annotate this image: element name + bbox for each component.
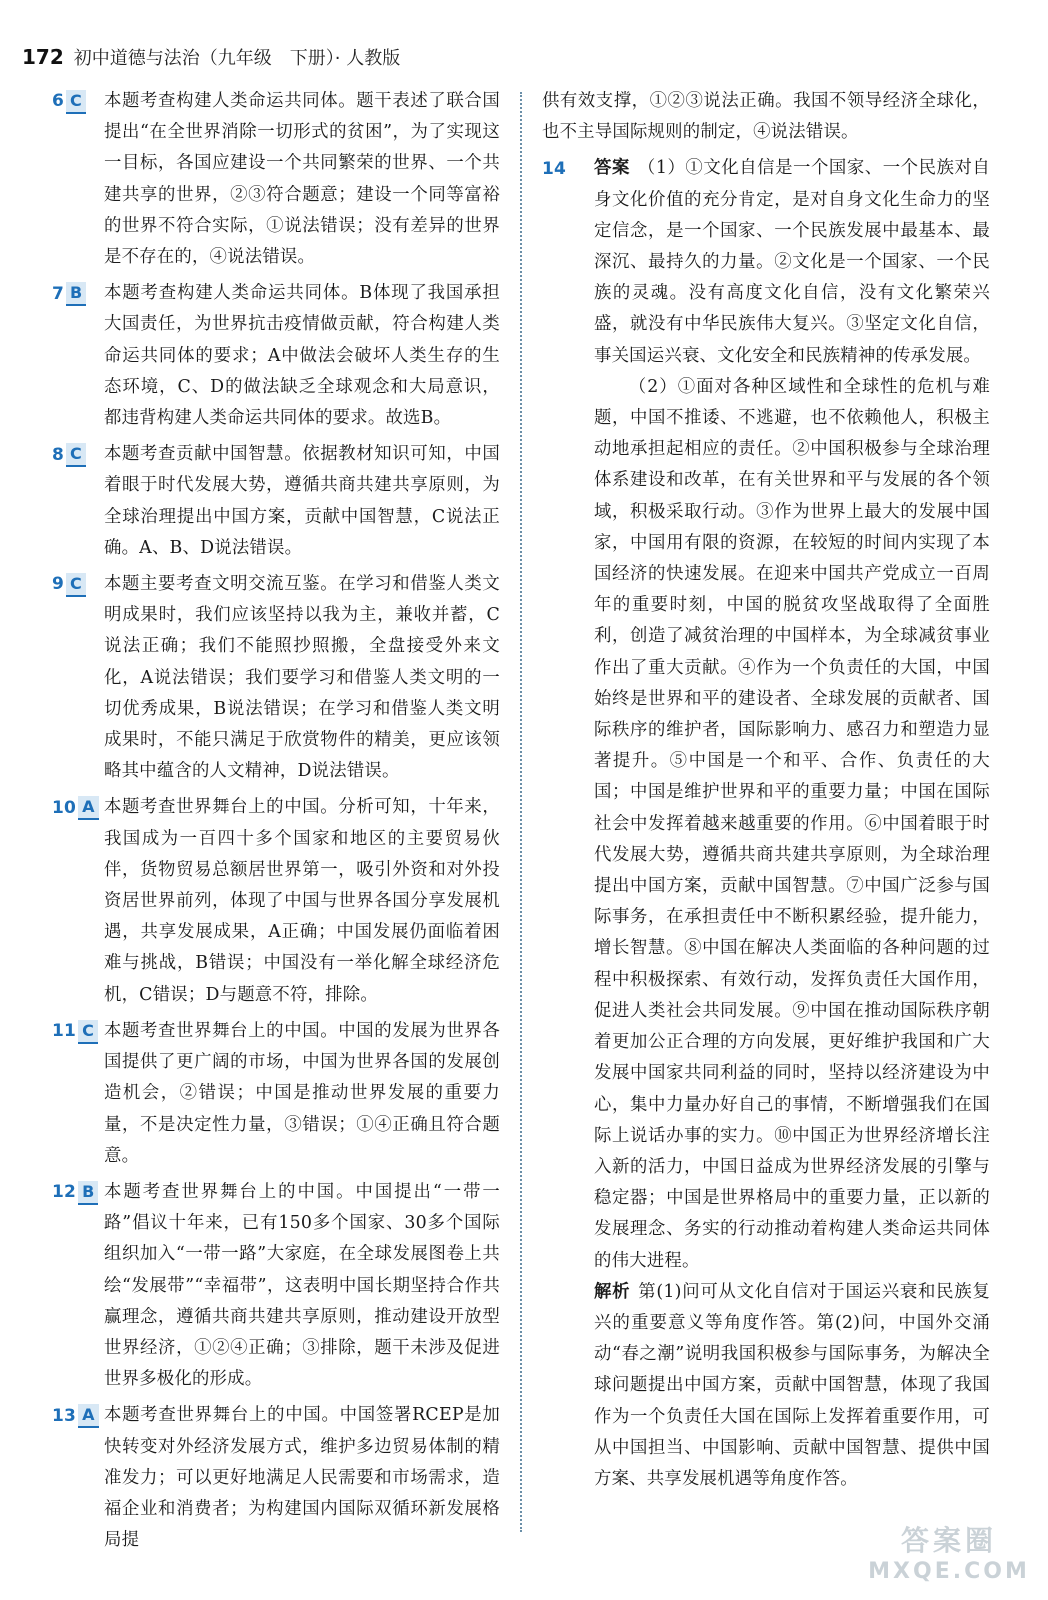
question-tag — [52, 443, 86, 467]
question-explanation: 本题考查构建人类命运共同体。题干表述了联合国提出“在全世界消除一切形式的贫困”，为了实现这一目标，各国应建设一个共同繁荣的世界、一个共建共享的世界，②③符合题意；建设一个同等富裕的世界不符合实际，①说法错误；没有差异的世界是不存在的，④说法错误。 — [104, 91, 500, 268]
answer-badge: B — [78, 1181, 98, 1205]
question-number: 9 — [52, 574, 65, 595]
question-explanation: 本题主要考查文明交流互鉴。在学习和借鉴人类文明成果时，我们应该坚持以我为主，兼收并蓄，C说法正确；我们不能照抄照搬，全盘接受外来文化，A说法错误；我们要学习和借鉴人类文明的一切优秀成果，B说法错误；在学习和借鉴人类文明成果时，不能只满足于欣赏物件的精美，更应该领略其中蕴含的人文精神，D说法错误。 — [104, 574, 500, 782]
left-column — [52, 86, 500, 1561]
answer-badge: C — [66, 573, 86, 597]
question-explanation: 本题考查世界舞台上的中国。中国提出“一带一路”倡议十年来，已有150多个国家、30多个国际组织加入“一带一路”大家庭，在全球发展图卷上共绘“发展带”“幸福带”，这表明中国长期坚持合作共赢理念，遵循共商共建共享原则，推动建设开放型世界经济，①②④正确；③排除，题干未涉及促进世界多极化的形成。 — [104, 1181, 500, 1390]
question-number: 12 — [52, 1182, 77, 1203]
question-item — [52, 1400, 500, 1556]
question-tag — [52, 1181, 98, 1205]
answer-badge: C — [78, 1020, 98, 1044]
answer-badge: A — [78, 796, 99, 820]
site-watermark-logo — [868, 1516, 1030, 1586]
question-item — [52, 792, 500, 1010]
question-explanation: 本题考查世界舞台上的中国。分析可知，十年来，我国成为一百四十多个国家和地区的主要贸易伙伴，货物贸易总额居世界第一，吸引外资和对外投资居世界前列，体现了中国与世界各国分享发展机遇，共享发展成果，A正确；中国发展仍面临着困难与挑战，B错误；中国没有一举化解全球经济危机，C错误；D与题意不符，排除。 — [104, 797, 500, 1005]
question-number: 11 — [52, 1021, 77, 1042]
question-number: 7 — [52, 283, 65, 304]
watermark-bottom-text: MXQE.COM — [868, 1558, 1030, 1584]
question-tag — [52, 1404, 99, 1428]
question-tag — [52, 1020, 98, 1044]
answer-badge: C — [66, 90, 86, 114]
question-item — [52, 439, 500, 564]
answer-label: 答案 — [594, 158, 630, 179]
answer-badge: A — [78, 1404, 99, 1428]
question-tag — [52, 796, 99, 820]
analysis-text: 第(1)问可从文化自信对于国运兴衰和民族复兴的重要意义等角度作答。第(2)问，中国外交涌动“春之潮”说明我国积极参与国际事务，为解决全球问题提出中国方案，贡献中国智慧，体现了我国作为一个负责任大国在国际上发挥着重要作用，可从中国担当、中国影响、贡献中国智慧、提供中国方案、共享发展机遇等角度作答。 — [594, 1281, 990, 1489]
question-number: 14 — [542, 158, 567, 179]
question-item — [52, 278, 500, 434]
question-number: 8 — [52, 444, 65, 465]
watermark-top-text: 答案圈 — [900, 1523, 997, 1557]
question-number: 6 — [52, 91, 65, 112]
question-number: 10 — [52, 797, 77, 818]
answer-badge: C — [66, 443, 86, 467]
right-column — [542, 86, 990, 1495]
analysis-paragraph — [594, 1277, 990, 1495]
question-explanation: 本题考查构建人类命运共同体。B体现了我国承担大国责任，为世界抗击疫情做贡献，符合构建人类命运共同体的要求；A中做法会破坏人类生存的生态环境，C、D的做法缺乏全球观念和大局意识，都违背构建人类命运共同体的要求。故选B。 — [104, 283, 500, 429]
answer-badge: B — [66, 282, 86, 306]
question-item — [52, 1016, 500, 1172]
question-explanation: 本题考查世界舞台上的中国。中国签署RCEP是加快转变对外经济发展方式，维护多边贸易体制的精准发力；可以更好地满足人民需要和市场需求，造福企业和消费者；为构建国内国际双循环新发展格局提 — [104, 1405, 500, 1551]
question-tag — [52, 282, 86, 306]
question-explanation: 本题考查世界舞台上的中国。中国的发展为世界各国提供了更广阔的市场，中国为世界各国的发展创造机会，②错误；中国是推动世界发展的重要力量，不是决定性力量，③错误；①④正确且符合题意。 — [104, 1020, 500, 1166]
question-tag — [542, 157, 566, 181]
question-item — [52, 1177, 500, 1395]
column-divider — [520, 92, 522, 1532]
page-header — [22, 40, 400, 74]
question-tag — [52, 573, 86, 597]
question-item — [52, 86, 500, 273]
question-explanation: 本题考查贡献中国智慧。依据教材知识可知，中国着眼于时代发展大势，遵循共商共建共享原则，为全球治理提出中国方案，贡献中国智慧，C说法正确。A、B、D说法错误。 — [104, 444, 500, 558]
analysis-label: 解析 — [594, 1281, 631, 1302]
answer-part-1-text: （1）①文化自信是一个国家、一个民族对自身文化价值的充分肯定，是对自身文化生命力的坚定信念，是一个国家、一个民族发展中最基本、最深沉、最持久的力量。②文化是一个国家、一个民族的灵魂。没有高度文化自信，没有文化繁荣兴盛，就没有中华民族伟大复兴。③坚定文化自信，事关国运兴衰、文化安全和民族精神的传承发展。 — [594, 158, 990, 366]
answer-part-1 — [594, 153, 990, 371]
book-title: 初中道德与法治（九年级 下册）· 人教版 — [73, 48, 401, 69]
answer-part-2: （2）①面对各种区域性和全球性的危机与难题，中国不推诿、不逃避，也不依赖他人，积极主动地承担起相应的责任。②中国积极参与全球治理体系建设和改革，在有关世界和平与发展的各个领域，积极采取行动。③作为世界上最大的发展中国家，中国用有限的资源，在较短的时间内实现了本国经济的快速发展。在迎来中国共产党成立一百周年的重要时刻，中国的脱贫攻坚战取得了全面胜利，创造了减贫治理的中国样本，为全球减贫事业作出了重大贡献。④作为一个负责任的大国，中国始终是世界和平的建设者、全球发展的贡献者、国际秩序的维护者，国际影响力、感召力和塑造力显著提升。⑤中国是一个和平、合作、负责任的大国；中国是维护世界和平的重要力量；中国在国际社会中发挥着越来越重要的作用。⑥中国着眼于时代发展大势，遵循共商共建共享原则，为全球治理提出中国方案，贡献中国智慧。⑦中国广泛参与国际事务，在承担责任中不断积累经验，提升能力，增长智慧。⑧中国在解决人类面临的各种问题的过程中积极探索、有效行动，发挥负责任大国作用，促进人类社会共同发展。⑨中国在推动国际秩序朝着更加公正合理的方向发展，更好维护我国和广大发展中国家共同利益的同时，坚持以经济建设为中心，集中力量办好自己的事情，不断增强我们在国际上说话办事的实力。⑩中国正为世界经济增长注入新的活力，中国日益成为世界经济发展的引擎与稳定器；中国是世界格局中的重要力量，正以新的发展理念、务实的行动推动着构建人类命运共同体的伟大进程。 — [594, 376, 990, 1271]
continued-explanation: 供有效支撑，①②③说法正确。我国不领导经济全球化，也不主导国际规则的制定，④说法错误。 — [542, 91, 990, 143]
question-item-14 — [542, 153, 990, 1495]
question-item — [52, 569, 500, 787]
question-number: 13 — [52, 1405, 77, 1426]
question-tag — [52, 90, 86, 114]
page-number: 172 — [22, 45, 64, 69]
